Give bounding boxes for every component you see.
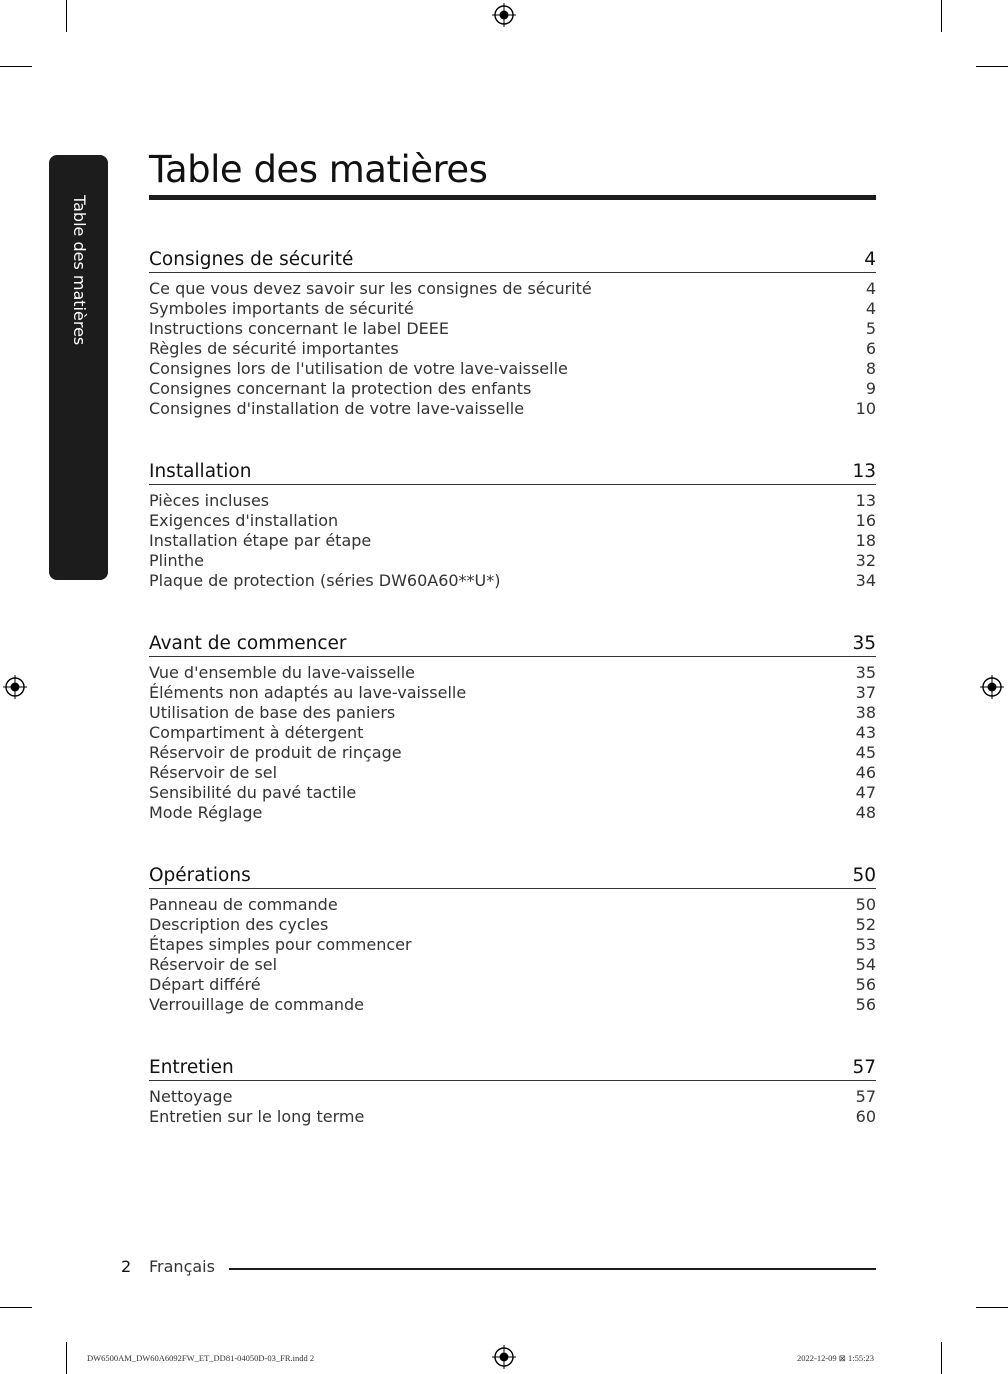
page-title: Table des matières — [149, 148, 488, 191]
toc-section — [149, 1052, 876, 1127]
toc-entry-list — [149, 279, 876, 419]
toc-entry-label: Sensibilité du pavé tactile — [149, 783, 357, 802]
toc-section — [149, 628, 876, 823]
toc-entry[interactable] — [149, 359, 876, 379]
toc-entry-page: 53 — [855, 935, 876, 954]
toc-entry[interactable] — [149, 279, 876, 299]
registration-mark-icon — [492, 1345, 516, 1369]
toc-section-title: Entretien — [149, 1057, 234, 1078]
print-slug-date: 2022-12-09 ⊠ 1:55:23 — [797, 1353, 875, 1363]
toc-entry-label: Vue d'ensemble du lave-vaisselle — [149, 663, 416, 682]
toc-entry[interactable] — [149, 319, 876, 339]
toc-entry-page: 52 — [855, 915, 876, 934]
toc-entry-page: 32 — [855, 551, 876, 570]
toc-entry-label: Ce que vous devez savoir sur les consignes de sécurité — [149, 279, 592, 298]
toc-entry[interactable] — [149, 531, 876, 551]
toc-entry-label: Consignes concernant la protection des enfants — [149, 379, 532, 398]
toc-section-header[interactable] — [149, 1052, 876, 1081]
toc-entry-label: Exigences d'installation — [149, 511, 339, 530]
toc-section-title: Avant de commencer — [149, 633, 347, 654]
toc-entry[interactable] — [149, 783, 876, 803]
toc-entry-label: Instructions concernant le label DEEE — [149, 319, 449, 338]
crop-mark — [941, 1342, 942, 1374]
toc-entry[interactable] — [149, 975, 876, 995]
toc-entry-label: Verrouillage de commande — [149, 995, 365, 1014]
toc-entry-page: 38 — [855, 703, 876, 722]
toc-section-header[interactable] — [149, 244, 876, 273]
toc-entry-page: 8 — [865, 359, 876, 378]
toc-section-header[interactable] — [149, 456, 876, 485]
toc-entry[interactable] — [149, 683, 876, 703]
toc-entry[interactable] — [149, 723, 876, 743]
toc-entry-label: Réservoir de produit de rinçage — [149, 743, 402, 762]
toc-entry[interactable] — [149, 511, 876, 531]
toc-entry-page: 5 — [865, 319, 876, 338]
toc-entry-page: 18 — [855, 531, 876, 550]
side-tab-label: Table des matières — [69, 195, 89, 346]
toc-entry-page: 57 — [855, 1087, 876, 1106]
toc-entry-label: Compartiment à détergent — [149, 723, 364, 742]
toc-section — [149, 244, 876, 419]
toc-entry[interactable] — [149, 379, 876, 399]
toc-entry[interactable] — [149, 915, 876, 935]
toc-entry-page: 4 — [865, 299, 876, 318]
toc-entry[interactable] — [149, 339, 876, 359]
toc-entry[interactable] — [149, 803, 876, 823]
toc-entry-page: 10 — [855, 399, 876, 418]
toc-entry-page: 34 — [855, 571, 876, 590]
toc-entry[interactable] — [149, 491, 876, 511]
registration-mark-icon — [492, 3, 516, 27]
toc-entry-list — [149, 895, 876, 1015]
toc-entry-page: 6 — [865, 339, 876, 358]
toc-entry[interactable] — [149, 995, 876, 1015]
toc-entry-label: Consignes d'installation de votre lave-vaisselle — [149, 399, 525, 418]
footer-rule — [229, 1268, 876, 1270]
toc-entry-page: 43 — [855, 723, 876, 742]
toc-entry-label: Description des cycles — [149, 915, 329, 934]
footer-language: Français — [149, 1257, 215, 1276]
crop-mark — [976, 66, 1008, 67]
toc-section-header[interactable] — [149, 860, 876, 889]
toc-entry-list — [149, 663, 876, 823]
toc-entry-label: Entretien sur le long terme — [149, 1107, 365, 1126]
toc-entry-page: 54 — [855, 955, 876, 974]
toc-entry-page: 4 — [865, 279, 876, 298]
toc-entry-label: Réservoir de sel — [149, 955, 278, 974]
toc-entry[interactable] — [149, 299, 876, 319]
crop-mark — [976, 1307, 1008, 1308]
toc-entry-label: Réservoir de sel — [149, 763, 278, 782]
toc-entry-list — [149, 491, 876, 591]
toc-entry-label: Installation étape par étape — [149, 531, 372, 550]
toc-entry-label: Consignes lors de l'utilisation de votre lave-vaisselle — [149, 359, 568, 378]
toc-entry-page: 50 — [855, 895, 876, 914]
toc-entry[interactable] — [149, 763, 876, 783]
toc-entry-label: Pièces incluses — [149, 491, 270, 510]
toc-section-page: 13 — [852, 461, 876, 482]
toc-section-title: Opérations — [149, 865, 251, 886]
toc-section-page: 35 — [852, 633, 876, 654]
toc-entry-label: Panneau de commande — [149, 895, 338, 914]
toc-section-page: 57 — [852, 1057, 876, 1078]
crop-mark — [941, 0, 942, 32]
toc-entry-label: Plaque de protection (séries DW60A60**U*) — [149, 571, 501, 590]
registration-mark-icon — [980, 675, 1004, 699]
crop-mark — [66, 0, 67, 32]
table-of-contents — [149, 244, 876, 1164]
page-number: 2 — [121, 1257, 132, 1276]
toc-entry-page: 46 — [855, 763, 876, 782]
toc-entry-page: 45 — [855, 743, 876, 762]
toc-section-title: Consignes de sécurité — [149, 249, 354, 270]
toc-entry[interactable] — [149, 663, 876, 683]
toc-entry[interactable] — [149, 895, 876, 915]
toc-section-page: 50 — [852, 865, 876, 886]
toc-entry-page: 56 — [855, 975, 876, 994]
title-rule — [149, 195, 876, 200]
crop-mark — [0, 66, 32, 67]
toc-entry-label: Règles de sécurité importantes — [149, 339, 399, 358]
toc-entry-page: 35 — [855, 663, 876, 682]
toc-entry[interactable] — [149, 1087, 876, 1107]
toc-entry-label: Utilisation de base des paniers — [149, 703, 396, 722]
crop-mark — [66, 1342, 67, 1374]
toc-entry-label: Nettoyage — [149, 1087, 233, 1106]
registration-mark-icon — [3, 675, 27, 699]
toc-entry-label: Plinthe — [149, 551, 204, 570]
toc-entry[interactable] — [149, 399, 876, 419]
toc-section-page: 4 — [864, 249, 876, 270]
toc-entry[interactable] — [149, 935, 876, 955]
toc-section — [149, 456, 876, 591]
toc-entry-page: 60 — [855, 1107, 876, 1126]
toc-entry-label: Étapes simples pour commencer — [149, 935, 412, 954]
toc-entry-label: Symboles importants de sécurité — [149, 299, 414, 318]
toc-section — [149, 860, 876, 1015]
toc-entry-label: Mode Réglage — [149, 803, 263, 822]
toc-entry[interactable] — [149, 955, 876, 975]
toc-entry-page: 16 — [855, 511, 876, 530]
toc-entry-page: 48 — [855, 803, 876, 822]
toc-entry[interactable] — [149, 743, 876, 763]
print-slug-file: DW6500AM_DW60A6092FW_ET_DD81-04050D-03_FR.indd 2 — [87, 1353, 315, 1363]
toc-entry-page: 9 — [865, 379, 876, 398]
toc-section-title: Installation — [149, 461, 252, 482]
toc-entry[interactable] — [149, 703, 876, 723]
toc-entry[interactable] — [149, 1107, 876, 1127]
toc-entry-label: Éléments non adaptés au lave-vaisselle — [149, 683, 467, 702]
toc-entry-page: 13 — [855, 491, 876, 510]
toc-entry-list — [149, 1087, 876, 1127]
toc-entry-page: 37 — [855, 683, 876, 702]
toc-section-header[interactable] — [149, 628, 876, 657]
toc-entry-label: Départ différé — [149, 975, 261, 994]
toc-entry[interactable] — [149, 551, 876, 571]
toc-entry-page: 56 — [855, 995, 876, 1014]
toc-entry[interactable] — [149, 571, 876, 591]
toc-entry-page: 47 — [855, 783, 876, 802]
crop-mark — [0, 1307, 32, 1308]
side-tab — [49, 155, 108, 580]
